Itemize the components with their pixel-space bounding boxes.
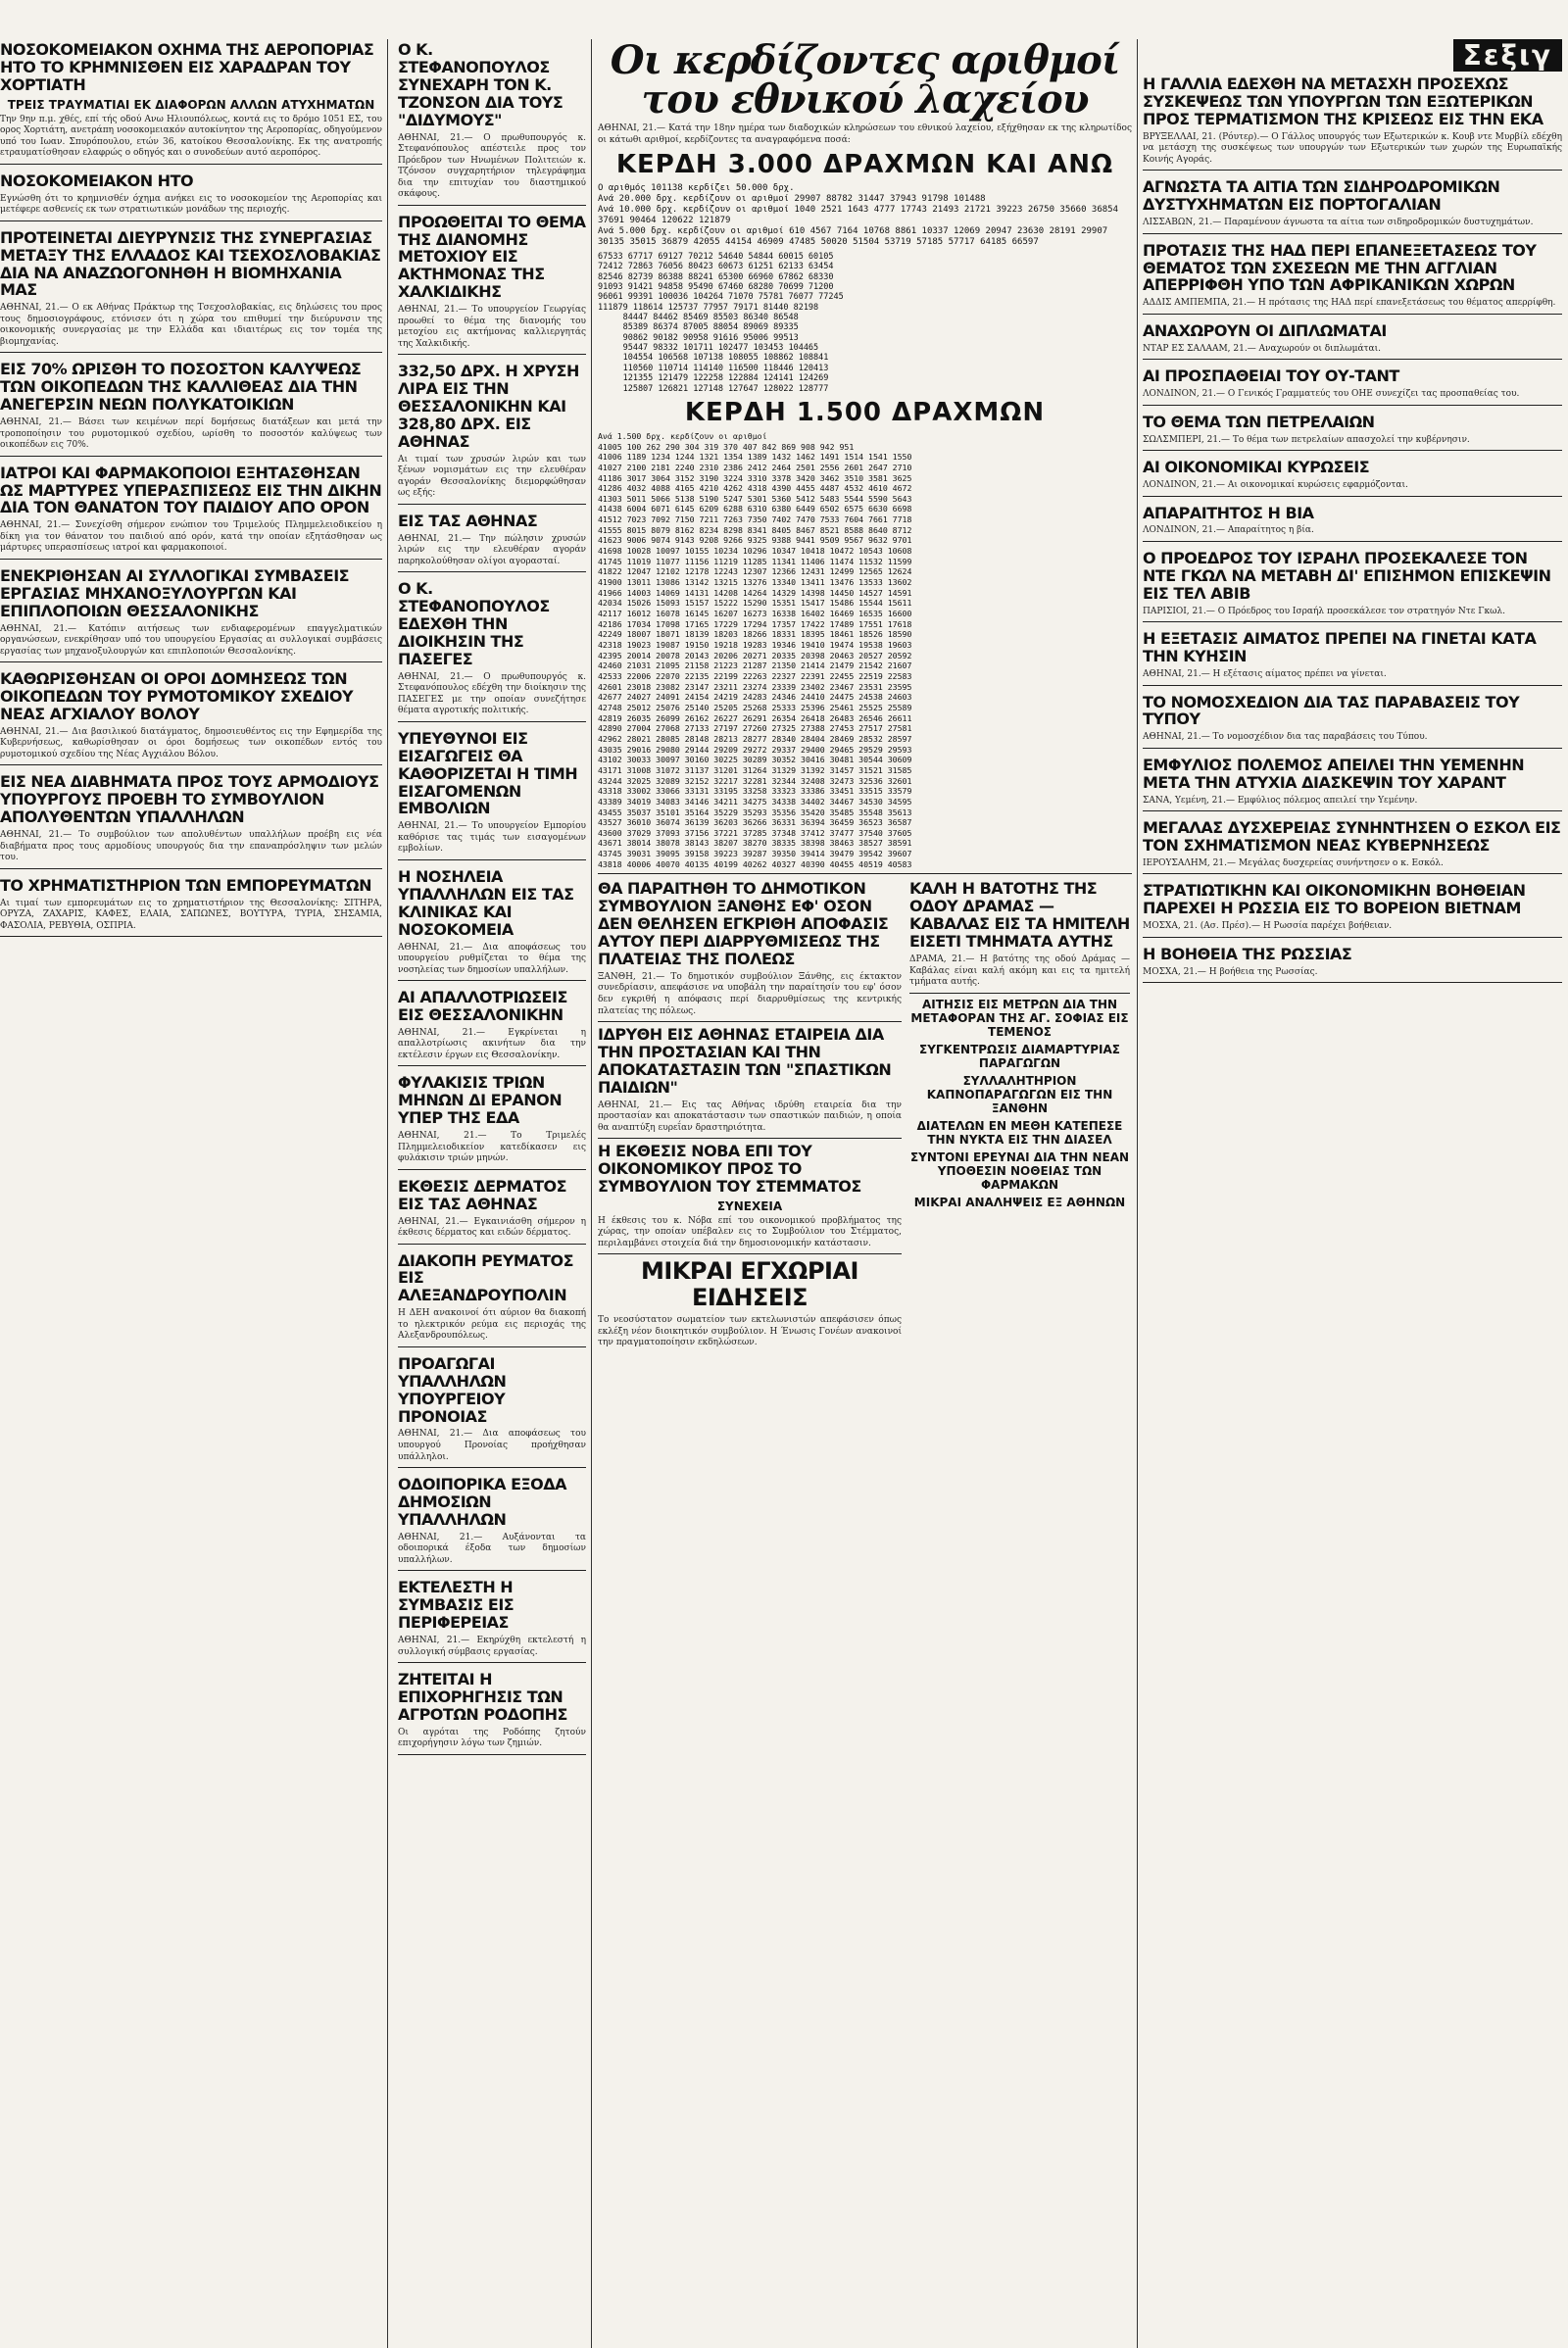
article-body: ΑΘΗΝΑΙ, 21.— Ο πρωθυπουργός κ. Στεφανόπουλος απέστειλε προς τον Πρόεδρον των Ηνωμένων Πολιτειών κ. Τζόνσον συγχαρητήριον τηλεγράφημα δια την επιτυχίαν του διαστημικού σκάφους. <box>398 132 586 200</box>
article-body: ΛΟΝΔΙΝΟΝ, 21.— Ο Γενικός Γραμματεύς του ΟΗΕ συνεχίζει τας προσπαθείας του. <box>1143 389 1520 400</box>
article-body: ΔΡΑΜΑ, 21.— Η βατότης της οδού Δράμας — Καβάλας είναι καλή ακόμη και εις τα ημιτελή τμήματα αυτής. <box>909 954 1130 988</box>
divider <box>398 1065 586 1066</box>
article-headline: Ο Κ. ΣΤΕΦΑΝΟΠΟΥΛΟΣ ΕΔΕΧΘΗ ΤΗΝ ΔΙΟΙΚΗΣΙΝ ΤΗΣ ΠΑΣΕΓΕΣ <box>398 579 550 668</box>
article <box>0 773 382 868</box>
lottery-heading-3000: ΚΕΡΔΗ 3.000 ΔΡΑΧΜΩΝ ΚΑΙ ΑΝΩ <box>615 150 1114 180</box>
article <box>398 989 586 1066</box>
article <box>1143 694 1562 749</box>
divider <box>1143 810 1562 811</box>
article-headline: ΤΟ ΧΡΗΜΑΤΙΣΤΗΡΙΟΝ ΤΩΝ ΕΜΠΟΡΕΥΜΑΤΩΝ <box>0 875 371 895</box>
article-headline: ΕΙΣ ΝΕΑ ΔΙΑΒΗΜΑΤΑ ΠΡΟΣ ΤΟΥΣ ΑΡΜΟΔΙΟΥΣ ΥΠΟΥΡΓΟΥΣ ΠΡΟΕΒΗ ΤΟ ΣΥΜΒΟΥΛΙΟΝ ΑΠΟΛΥΘΕΝΤΩΝ ΥΠΑΛΛΗΛΩΝ <box>0 772 379 827</box>
article-headline: ΑΙΤΗΣΙΣ ΕΙΣ ΜΕΤΡΩΝ ΔΙΑ ΤΗΝ ΜΕΤΑΦΟΡΑΝ ΤΗΣ ΑΓ. ΣΟΦΙΑΣ ΕΙΣ ΤΕΜΕΝΟΣ <box>910 997 1129 1039</box>
divider <box>1143 405 1562 406</box>
article-body: ΑΘΗΝΑΙ, 21.— Δια βασιλικού διατάγματος, δημοσιευθέντος εις την Εφημερίδα της Κυβερνήσεως, καθωρίσθησαν οι όροι δομήσεως των οικοπέδων εντός του ρυμοτομικού σχεδίου της Νέας Αγχιάλου Βόλου. <box>0 726 382 759</box>
article-body: Αι τιμαί των χρυσών λιρών και των ξένων νομισμάτων εις την ελευθέραν αγοράν Θεσσαλονίκης διεμορφώθησαν ως εξής: <box>398 454 586 499</box>
divider <box>398 1169 586 1170</box>
article <box>398 513 586 572</box>
article-headline: ΑΓΝΩΣΤΑ ΤΑ ΑΙΤΙΑ ΤΩΝ ΣΙΔΗΡΟΔΡΟΜΙΚΩΝ ΔΥΣΤΥΧΗΜΑΤΩΝ ΕΙΣ ΠΟΡΤΟΓΑΛΙΑΝ <box>1143 177 1500 215</box>
lottery-table-1: 67533 67717 69127 70212 54640 54844 60015 60105 72412 72863 76056 80423 60673 61251 62133 63454 82546 82739 86388 88241 65300 66960 67862 68330 91093 91421 94858 95490 67460 68280 70699 71200 96061 99391 100036 104264 71070 75781 76077 77245 111879 118614 125737 77957 79171 81440 82198 84447 84462 85469 85503 86340 86548 85389 86374 87005 88054 89069 89335 90862 90182 90958 91616 95006 99513 95447 98332 101711 102477 103453 104465 104554 106568 107138 108055 108862 108841 110560 110714 114140 116500 118446 120413 121355 121479 122258 122884 124141 124269 125807 126821 127148 127647 128022 128777 <box>598 251 844 394</box>
divider <box>0 764 382 765</box>
article <box>1143 630 1562 685</box>
article-headline: ΣΥΓΚΕΝΤΡΩΣΙΣ ΔΙΑΜΑΡΤΥΡΙΑΣ ΠΑΡΑΓΩΓΩΝ <box>919 1042 1120 1070</box>
article-body: Η ΔΕΗ ανακοινοί ότι αύριον θα διακοπή το ηλεκτρικόν ρεύμα εις περιοχάς της Αλεξανδρουπόλεως. <box>398 1308 586 1342</box>
article-headline: Η ΝΟΣΗΛΕΙΑ ΥΠΑΛΛΗΛΩΝ ΕΙΣ ΤΑΣ ΚΛΙΝΙΚΑΣ ΚΑΙ ΝΟΣΟΚΟΜΕΙΑ <box>398 866 574 939</box>
divider <box>1143 937 1562 938</box>
article-headline: Η ΒΟΗΘΕΙΑ ΤΗΣ ΡΩΣΣΙΑΣ <box>1143 944 1352 963</box>
article-body: ΑΘΗΝΑΙ, 21.— Η εξέτασις αίματος πρέπει να γίνεται. <box>1143 668 1387 679</box>
article-headline: ΙΑΤΡΟΙ ΚΑΙ ΦΑΡΜΑΚΟΠΟΙΟΙ ΕΞΗΤΑΣΘΗΣΑΝ ΩΣ ΜΑΡΤΥΡΕΣ ΥΠΕΡΑΣΠΙΣΕΩΣ ΕΙΣ ΤΗΝ ΔΙΚΗΝ ΔΙΑ ΤΟΝ ΘΑΝΑΤΟΝ ΤΟΥ ΠΑΙΔΙΟΥ ΑΠΟ ΟΡΟΝ <box>0 463 382 517</box>
article-headline: ΑΙ ΟΙΚΟΝΟΜΙΚΑΙ ΚΥΡΩΣΕΙΣ <box>1143 458 1370 477</box>
article-body: ΑΘΗΝΑΙ, 21.— Ο πρωθυπουργός κ. Στεφανόπουλος εδέχθη την διοίκησιν της ΠΑΣΕΓΕΣ με την οποίαν συνεζήτησε θέματα αγροτικής πολιτικής. <box>398 671 586 716</box>
divider <box>1143 873 1562 874</box>
article-body: Το νεοσύστατον σωματείον των εκτελωνιστών απεφάσισεν όπως εκλέξη νέον διοικητικόν συμβούλιον. Η Ένωσις Γονέων ανακοινοί την πραγματοποίησιν εκδηλώσεων. <box>598 1315 902 1348</box>
article-headline: ΟΔΟΙΠΟΡΙΚΑ ΕΞΟΔΑ ΔΗΜΟΣΙΩΝ ΥΠΑΛΛΗΛΩΝ <box>398 1475 566 1529</box>
article <box>398 1074 586 1169</box>
article-body: ΑΔΔΙΣ ΑΜΠΕΜΠΑ, 21.— Η πρότασις της ΗΑΔ περί επανεξετάσεως του θέματος απερρίφθη. <box>1143 298 1556 309</box>
article <box>0 877 382 937</box>
article-headline: ΣΤΡΑΤΙΩΤΙΚΗΝ ΚΑΙ ΟΙΚΟΝΟΜΙΚΗΝ ΒΟΗΘΕΙΑΝ ΠΑΡΕΧΕΙ Η ΡΩΣΣΙΑ ΕΙΣ ΤΟ ΒΟΡΕΙΟΝ ΒΙΕΤΝΑΜ <box>1143 881 1526 918</box>
article-body: ΑΘΗΝΑΙ, 21.— Το Τριμελές Πλημμελειοδικείον κατεδίκασεν εις φυλάκισιν τριών μηνών. <box>398 1131 586 1164</box>
article <box>1143 459 1562 496</box>
divider <box>398 205 586 206</box>
divider <box>398 980 586 981</box>
col3-right-stack <box>909 878 1130 1351</box>
article <box>398 1252 586 1347</box>
article-headline: Ο Κ. ΣΤΕΦΑΝΟΠΟΥΛΟΣ ΣΥΝΕΧΑΡΗ ΤΟΝ Κ. ΤΖΟΝΣΟΝ ΔΙΑ ΤΟΥΣ "ΔΙΔΥΜΟΥΣ" <box>398 40 564 129</box>
article-headline: ΔΙΑΤΕΛΩΝ ΕΝ ΜΕΘΗ ΚΑΤΕΠΕΣΕ ΤΗΝ ΝΥΚΤΑ ΕΙΣ ΤΗΝ ΔΙΑΣΕΛ <box>916 1118 1123 1147</box>
column-4 <box>1143 39 1562 991</box>
divider <box>1143 685 1562 686</box>
article-body: ΙΕΡΟΥΣΑΛΗΜ, 21.— Μεγάλας δυσχερείας συνήντησεν ο κ. Εσκόλ. <box>1143 857 1444 868</box>
article-body: ΑΘΗΝΑΙ, 21.— Συνεχίσθη σήμερον ενώπιον του Τριμελούς Πλημμελειοδικείου η δίκη για τον θάνατον του παιδιού από ορόν, κατά την οποίαν εξητάσθησαν ως μάρτυρες υπερασπίσεως ιατροί και φαρμακοποιοί. <box>0 520 382 554</box>
article-headline: ΙΔΡΥΘΗ ΕΙΣ ΑΘΗΝΑΣ ΕΤΑΙΡΕΙΑ ΔΙΑ ΤΗΝ ΠΡΟΣΤΑΣΙΑΝ ΚΑΙ ΤΗΝ ΑΠΟΚΑΤΑΣΤΑΣΙΝ ΤΩΝ "ΣΠΑΣΤΙΚΩΝ ΠΑΙΔΙΩΝ" <box>598 1025 892 1097</box>
article-headline: Ο ΠΡΟΕΔΡΟΣ ΤΟΥ ΙΣΡΑΗΛ ΠΡΟΣΕΚΑΛΕΣΕ ΤΟΝ ΝΤΕ ΓΚΩΛ ΝΑ ΜΕΤΑΒΗ ΔΙ' ΕΠΙΣΗΜΟΝ ΕΠΙΣΚΕΨΙΝ ΕΙΣ ΤΕΛ ΑΒΙΒ <box>1143 548 1551 603</box>
divider <box>0 868 382 869</box>
article-body: ΞΑΝΘΗ, 21.— Το δημοτικόν συμβούλιον Ξάνθης, εις έκτακτον συνεδρίασιν, απεφάσισε να υποβάλη την παραίτησίν του εφ' όσον δεν εγκριθή η απόφασις περί διαρρυθμίσεως της κεντρικής πλατείας της πόλεως. <box>598 971 902 1016</box>
article-headline: ΜΙΚΡΑΙ ΑΝΑΛΗΨΕΙΣ ΕΞ ΑΘΗΝΩΝ <box>913 1195 1126 1209</box>
column-1 <box>0 39 382 945</box>
article-headline: ΝΟΣΟΚΟΜΕΙΑΚΟΝ ΗΤΟ <box>0 171 194 190</box>
article-body: Η έκθεσις του κ. Νόβα επί του οικονομικού προβλήματος της χώρας, την οποίαν υπέβαλεν εις το Συμβούλιον του Στέμματος, περιλαμβάνει στοιχεία διά την δημοσιονομικήν κατάστασιν. <box>598 1215 902 1248</box>
divider <box>398 1346 586 1347</box>
divider <box>0 936 382 937</box>
section-badge: Σεξιγ <box>1453 39 1562 72</box>
article-headline: ΕΝΕΚΡΙΘΗΣΑΝ ΑΙ ΣΥΛΛΟΓΙΚΑΙ ΣΥΜΒΑΣΕΙΣ ΕΡΓΑΣΙΑΣ ΜΗΧΑΝΟΞΥΛΟΥΡΓΩΝ ΚΑΙ ΕΠΙΠΛΟΠΟΙΩΝ ΘΕΣΣΑΛΟΝΙΚΗΣ <box>0 565 350 620</box>
article <box>398 580 586 722</box>
divider <box>0 661 382 662</box>
divider <box>1143 170 1562 171</box>
article <box>1143 178 1562 233</box>
divider <box>1143 450 1562 451</box>
article <box>1143 550 1562 622</box>
article-body: ΑΘΗΝΑΙ, 21.— Το υπουργείον Γεωργίας προωθεί το θέμα της διανομής του μετοχίου εις ακτήμονας καλλιεργητάς της Χαλκιδικής. <box>398 305 586 349</box>
divider <box>0 220 382 221</box>
article-headline: ΖΗΤΕΙΤΑΙ Η ΕΠΙΧΟΡΗΓΗΣΙΣ ΤΩΝ ΑΓΡΟΤΩΝ ΡΟΔΟΠΗΣ <box>398 1670 567 1724</box>
article <box>0 670 382 765</box>
article <box>398 1476 586 1571</box>
divider <box>1143 621 1562 622</box>
article-headline: ΕΚΘΕΣΙΣ ΔΕΡΜΑΤΟΣ ΕΙΣ ΤΑΣ ΑΘΗΝΑΣ <box>398 1176 567 1213</box>
article-body: ΠΑΡΙΣΙΟΙ, 21.— Ο Πρόεδρος του Ισραήλ προσεκάλεσε τον στρατηγόν Ντε Γκωλ. <box>1143 606 1505 616</box>
article <box>398 41 586 206</box>
article-body: ΑΘΗΝΑΙ, 21.— Εγκρίνεται η απαλλοτρίωσις ακινήτων δια την εκτέλεσιν έργων εις Θεσσαλονίκην. <box>398 1027 586 1060</box>
article <box>1143 946 1562 983</box>
article-headline: ΕΙΣ ΤΑΣ ΑΘΗΝΑΣ <box>398 511 538 530</box>
article <box>1143 505 1562 542</box>
article-body: ΑΘΗΝΑΙ, 21.— Δια αποφάσεως του υπουργείου ρυθμίζεται το θέμα της νοσηλείας των δημοσίων υπαλλήλων. <box>398 942 586 975</box>
article <box>0 229 382 354</box>
article-headline: ΦΥΛΑΚΙΣΙΣ ΤΡΙΩΝ ΜΗΝΩΝ ΔΙ ΕΡΑΝΟΝ ΥΠΕΡ ΤΗΣ ΕΔΑ <box>398 1073 563 1128</box>
article-body: ΛΟΝΔΙΝΟΝ, 21.— Απαραίτητος η βία. <box>1143 525 1314 536</box>
divider <box>1143 496 1562 497</box>
article-headline: ΘΑ ΠΑΡΑΙΤΗΘΗ ΤΟ ΔΗΜΟΤΙΚΟΝ ΣΥΜΒΟΥΛΙΟΝ ΞΑΝΘΗΣ ΕΦ' ΟΣΟΝ ΔΕΝ ΘΕΛΗΣΕΝ ΕΓΚΡΙΘΗ ΑΠΟΦΑΣΙΣ ΑΥΤΟΥ ΠΕΡΙ ΔΙΑΡΡΥΘΜΙΣΕΩΣ ΤΗΣ ΠΛΑΤΕΙΑΣ ΤΗΣ ΠΟΛΕΩΣ <box>598 879 889 969</box>
article-headline: ΣΥΝΤΟΝΙ ΕΡΕΥΝΑΙ ΔΙΑ ΤΗΝ ΝΕΑΝ ΥΠΟΘΕΣΙΝ ΝΟΘΕΙΑΣ ΤΩΝ ΦΑΡΜΑΚΩΝ <box>909 1150 1130 1192</box>
article <box>1143 414 1562 451</box>
article-headline: ΠΡΟΤΕΙΝΕΤΑΙ ΔΙΕΥΡΥΝΣΙΣ ΤΗΣ ΣΥΝΕΡΓΑΣΙΑΣ ΜΕΤΑΞΥ ΤΗΣ ΕΛΛΑΔΟΣ ΚΑΙ ΤΣΕΧΟΣΛΟΒΑΚΙΑΣ ΔΙΑ ΝΑ ΑΝΑΖΩΟΓΟΝΗΘΗ Η ΒΙΟΜΗΧΑΝΙΑ ΜΑΣ <box>0 227 381 300</box>
article-sub: ΣΥΝΕΧΕΙΑ <box>716 1198 783 1213</box>
col4-items <box>1143 75 1562 983</box>
article <box>1143 242 1562 315</box>
article-body: ΑΘΗΝΑΙ, 21.— Το νομοσχέδιον δια τας παραβάσεις του Τύπου. <box>1143 732 1428 743</box>
article-subheadline: ΤΡΕΙΣ ΤΡΑΥΜΑΤΙΑΙ ΕΚ ΔΙΑΦΟΡΩΝ ΑΛΛΩΝ ΑΤΥΧΗΜΑΤΩΝ <box>7 97 375 112</box>
article <box>1143 75 1562 171</box>
article-body: ΣΩΛΣΜΠΕΡΙ, 21.— Το θέμα των πετρελαίων απασχολεί την κυβέρνησιν. <box>1143 434 1470 445</box>
article-body: Αι τιμαί των εμπορευμάτων εις το χρηματιστήριον της Θεσσαλονίκης: ΣΙΤΗΡΑ, ΟΡΥΖΑ, ΖΑΧΑΡΙΣ, ΚΑΦΕΣ, ΕΛΑΙΑ, ΣΑΠΩΝΕΣ, ΒΟΥΤΥΡΑ, ΤΥΡΙΑ, ΣΗΣΑΜΙΑ, ΦΑΣΟΛΙΑ, ΡΕΒΥΘΙΑ, ΟΣΠΡΙΑ. <box>0 898 382 931</box>
article-headline: Η ΕΞΕΤΑΣΙΣ ΑΙΜΑΤΟΣ ΠΡΕΠΕΙ ΝΑ ΓΙΝΕΤΑΙ ΚΑΤΑ ΤΗΝ ΚΥΗΣΙΝ <box>1143 629 1537 666</box>
divider <box>1143 541 1562 542</box>
article-body: ΑΘΗΝΑΙ, 21.— Ο εκ Αθήνας Πράκτωρ της Τσεχοσλοβακίας, εις δηλώσεις του προς τους δημοσιογράφους, ετόνισεν ότι η χώρα του επιθυμεί την διεύρυνσιν της οικονομικής συνεργασίας με την Ελλάδα και ιδιαιτέρως εις τον τομέα της βιομηχανίας. <box>0 303 382 347</box>
article <box>398 868 586 981</box>
article-body: Την 9ην π.μ. χθές, επί τής οδού Ανω Ηλιουπόλεως, κοντά εις το δρόμο 1051 ΕΣ, του ορος Χορτιάτη, ανετράπη νοσοκομειακόν αυτοκίνητον της Αεροπορίας, οδηγούμενον υπό του Ιωαν. Σπυρόπουλου, ετών 36, κατοίκου Θεσσαλονίκης. Εκ της ανατροπής ετραυματίσθησαν ελαφρώς ο οδηγός και ο συνοδεύων αυτό αεροπόρος. <box>0 114 382 159</box>
article-body: ΛΟΝΔΙΝΟΝ, 21.— Αι οικονομικαί κυρώσεις εφαρμόζονται. <box>1143 480 1408 490</box>
lottery-intro: ΑΘΗΝΑΙ, 21.— Κατά την 18ην ημέρα των διαδοχικών κληρώσεων του εθνικού λαχείου, εξήχθησαν εκ της κληρωτίδος οι κάτωθι αριθμοί, κερδίζοντες τα αναγραφόμενα ποσά: <box>598 123 1132 145</box>
article <box>398 1671 586 1755</box>
article-headline: ΠΡΟΤΑΣΙΣ ΤΗΣ ΗΑΔ ΠΕΡΙ ΕΠΑΝΕΞΕΤΑΣΕΩΣ ΤΟΥ ΘΕΜΑΤΟΣ ΤΩΝ ΣΧΕΣΕΩΝ ΜΕ ΤΗΝ ΑΓΓΛΙΑΝ ΑΠΕΡΡΙΦΘΗ ΥΠΟ ΤΩΝ ΑΦΡΙΚΑΝΙΚΩΝ ΧΩΡΩΝ <box>1143 240 1537 295</box>
article-body: ΜΟΣΧΑ, 21. (Ασ. Πρέσ).— Η Ρωσσία παρέχει βοήθειαν. <box>1143 921 1393 932</box>
article-headline: ΤΟ ΝΟΜΟΣΧΕΔΙΟΝ ΔΙΑ ΤΑΣ ΠΑΡΑΒΑΣΕΙΣ ΤΟΥ ΤΥΠΟΥ <box>1143 692 1520 729</box>
divider <box>398 1754 586 1755</box>
article <box>1143 882 1562 937</box>
column-3 <box>598 39 1132 1352</box>
article <box>398 1355 586 1468</box>
article-body: ΒΡΥΞΕΛΛΑΙ, 21. (Ρόυτερ).— Ο Γάλλος υπουργός των Εξωτερικών κ. Κουβ ντε Μυρβίλ εδέχθη να μετάσχη της συσκέψεως των υπουργών των Εξωτερικών των χωρών της Ευρωπαϊκής Κοινής Αγοράς. <box>1143 131 1562 165</box>
article <box>398 1178 586 1245</box>
divider <box>398 354 586 355</box>
article-body: ΛΙΣΣΑΒΩΝ, 21.— Παραμένουν άγνωστα τα αίτια των σιδηροδρομικών δυστυχημάτων. <box>1143 218 1534 228</box>
article <box>0 361 382 456</box>
article-headline: ΚΑΛΗ Η ΒΑΤΟΤΗΣ ΤΗΣ ΟΔΟΥ ΔΡΑΜΑΣ — ΚΑΒΑΛΑΣ ΕΙΣ ΤΑ ΗΜΙΤΕΛΗ ΕΙΣΕΤΙ ΤΜΗΜΑΤΑ ΑΥΤΗΣ <box>909 879 1130 952</box>
article-body: ΑΘΗΝΑΙ, 21.— Αυξάνονται τα οδοιπορικά έξοδα των δημοσίων υπαλλήλων. <box>398 1532 586 1565</box>
article-headline: ΣΥΛΛΑΛΗΤΗΡΙΟΝ ΚΑΠΝΟΠΑΡΑΓΩΓΩΝ ΕΙΣ ΤΗΝ ΞΑΝΘΗΝ <box>926 1073 1113 1115</box>
article-body: ΑΘΗΝΑΙ, 21.— Δια αποφάσεως του υπουργού Προνοίας προήχθησαν υπάλληλοι. <box>398 1429 586 1462</box>
article-body: ΑΘΗΝΑΙ, 21.— Το υπουργείον Εμπορίου καθόρισε τας τιμάς των εισαγομένων εμβολίων. <box>398 821 586 855</box>
article-body: Εγνώσθη ότι το κρημνισθέν όχημα ανήκει εις το νοσοκομείον της Αεροπορίας και μετέφερε ασθενείς εκ των στρατιωτικών μονάδων της περιοχής. <box>0 193 382 216</box>
article-headline: ΥΠΕΥΘΥΝΟΙ ΕΙΣ ΕΙΣΑΓΩΓΕΙΣ ΘΑ ΚΑΘΟΡΙΖΕΤΑΙ Η ΤΙΜΗ ΕΙΣΑΓΟΜΕΝΩΝ ΕΜΒΟΛΙΩΝ <box>398 728 578 818</box>
article-headline: ΑΙ ΠΡΟΣΠΑΘΕΙΑΙ ΤΟΥ ΟΥ-ΤΑΝΤ <box>1143 367 1399 386</box>
article-headline: ΤΟ ΘΕΜΑ ΤΩΝ ΠΕΤΡΕΛΑΙΩΝ <box>1143 412 1375 431</box>
divider <box>398 1244 586 1245</box>
divider <box>398 1467 586 1468</box>
divider <box>0 164 382 165</box>
divider <box>398 1662 586 1663</box>
article <box>398 363 586 505</box>
article-body: ΑΘΗΝΑΙ, 21.— Εις τας Αθήνας ιδρύθη εταιρεία δια την προστασίαν και αποκατάστασιν των σπαστικών παιδιών, η οποία θα αναπτύξη ευρεΐαν δραστηριότητα. <box>598 1100 902 1133</box>
article-headline: ΕΜΦΥΛΙΟΣ ΠΟΛΕΜΟΣ ΑΠΕΙΛΕΙ ΤΗΝ ΥΕΜΕΝΗΝ ΜΕΤΑ ΤΗΝ ΑΤΥΧΙΑ ΔΙΑΣΚΕΨΙΝ ΤΟΥ ΧΑΡΑΝΤ <box>1143 755 1525 792</box>
article <box>1143 757 1562 811</box>
article <box>398 214 586 356</box>
column-2 <box>398 39 586 1763</box>
article-headline: ΕΚΤΕΛΕΣΤΗ Η ΣΥΜΒΑΣΙΣ ΕΙΣ ΠΕΡΙΦΕΡΕΙΑΣ <box>398 1578 514 1633</box>
article <box>0 41 382 165</box>
article-body: ΑΘΗΝΑΙ, 21.— Κατόπιν αιτήσεως των ενδιαφερομένων επαγγελματικών οργανώσεων, ενεκρίθησαν υπό του υπουργείου Εργασίας αι συλλογικαί συμβάσεις εργασίας των μηχανοξυλουργών και επιπλοποιών Θεσσαλονίκης. <box>0 623 382 657</box>
article-headline: ΠΡΟΩΘΕΙΤΑΙ ΤΟ ΘΕΜΑ ΤΗΣ ΔΙΑΝΟΜΗΣ ΜΕΤΟΧΙΟΥ ΕΙΣ ΑΚΤΗΜΟΝΑΣ ΤΗΣ ΧΑΛΚΙΔΙΚΗΣ <box>398 212 586 302</box>
divider <box>398 504 586 505</box>
divider <box>1143 359 1562 360</box>
article-body: ΑΘΗΝΑΙ, 21.— Εκηρύχθη εκτελεστή η συλλογική σύμβασις εργασίας. <box>398 1636 586 1657</box>
divider <box>0 352 382 353</box>
article <box>0 465 382 560</box>
article-body: ΜΟΣΧΑ, 21.— Η βοήθεια της Ρωσσίας. <box>1143 966 1318 977</box>
lottery-prizes: Ο αριθμός 101138 κερδίζει 50.000 δρχ. Ανά 20.000 δρχ. κερδίζουν οι αριθμοί 29907 88782 31447 37943 91798 101488 Ανά 10.000 δρχ. κερδίζουν οι αριθμοί 1040 2521 1643 4777 17743 21493 21721 39223 26750 35660 36854 37691 90464 120622 121879 Ανά 5.000 δρχ. κερδίζουν οι αριθμοί 610 4567 7164 10768 8861 10337 12069 20947 23630 28191 29907 30135 35015 36879 42055 44154 46909 47485 50020 51504 53719 57185 57717 64185 66597 <box>598 183 1119 247</box>
article-body: ΑΘΗΝΑΙ, 21.— Βάσει των κειμένων περί δομήσεως διατάξεων και μετά την τροποποίησιν του ρυμοτομικού σχεδίου, ωρίσθη το ποσοστόν καλύψεως των οικοπέδων εις 70%. <box>0 417 382 451</box>
article <box>1143 819 1562 874</box>
article <box>398 730 586 860</box>
lottery-heading-1500: ΚΕΡΔΗ 1.500 ΔΡΑΧΜΩΝ <box>684 397 1046 427</box>
article-headline: ΑΝΑΧΩΡΟΥΝ ΟΙ ΔΙΠΛΩΜΑΤΑΙ <box>1143 320 1387 340</box>
article-headline: Η ΓΑΛΛΙΑ ΕΔΕΧΘΗ ΝΑ ΜΕΤΑΣΧΗ ΠΡΟΣΕΧΩΣ ΣΥΣΚΕΨΕΩΣ ΤΩΝ ΥΠΟΥΡΓΩΝ ΤΩΝ ΕΞΩΤΕΡΙΚΩΝ ΠΡΟΣ ΤΕΡΜΑΤΙΣΜΟΝ ΤΗΣ ΚΡΙΣΕΩΣ ΕΙΣ ΤΗΝ ΕΚΑ <box>1143 74 1544 128</box>
article-headline: ΑΙ ΑΠΑΛΛΟΤΡΙΩΣΕΙΣ ΕΙΣ ΘΕΣΣΑΛΟΝΙΚΗΝ <box>398 988 567 1025</box>
divider <box>398 721 586 722</box>
divider <box>1143 314 1562 315</box>
article <box>0 567 382 662</box>
divider <box>1143 233 1562 234</box>
article-body: ΑΘΗΝΑΙ, 21.— Εγκαινιάσθη σήμερον η έκθεσις δέρματος και ειδών δέρματος. <box>398 1216 586 1239</box>
article-headline: ΚΑΘΩΡΙΣΘΗΣΑΝ ΟΙ ΟΡΟΙ ΔΟΜΗΣΕΩΣ ΤΩΝ ΟΙΚΟΠΕΔΩΝ ΤΟΥ ΡΥΜΟΤΟΜΙΚΟΥ ΣΧΕΔΙΟΥ ΝΕΑΣ ΑΓΧΙΑΛΟΥ ΒΟΛΟΥ <box>0 669 354 724</box>
col3-left-stack <box>598 878 902 1351</box>
article-headline: 332,50 ΔΡΧ. Η ΧΡΥΣΗ ΛΙΡΑ ΕΙΣ ΤΗΝ ΘΕΣΣΑΛΟΝΙΚΗΝ ΚΑΙ 328,80 ΔΡΧ. ΕΙΣ ΑΘΗΝΑΣ <box>398 362 579 451</box>
article-body: ΝΤΑΡ ΕΣ ΣΑΛΑΑΜ, 21.— Αναχωρούν οι διπλωμάται. <box>1143 343 1381 354</box>
lottery-masthead: Οι κερδίζοντες αριθμοί του εθνικού λαχείου <box>610 37 1120 122</box>
divider <box>398 859 586 860</box>
article-body: ΑΘΗΝΑΙ, 21.— Την πώλησιν χρυσών λιρών εις την ελευθέραν αγοράν παρηκολούθησαν ολίγοι αγορασταί. <box>398 533 586 566</box>
divider <box>1143 982 1562 983</box>
article-headline: ΜΕΓΑΛΑΣ ΔΥΣΧΕΡΕΙΑΣ ΣΥΝΗΝΤΗΣΕΝ Ο ΕΣΚΟΛ ΕΙΣ ΤΟΝ ΣΧΗΜΑΤΙΣΜΟΝ ΝΕΑΣ ΚΥΒΕΡΝΗΣΕΩΣ <box>1143 818 1561 856</box>
divider <box>398 1570 586 1571</box>
article-headline: ΠΡΟΑΓΩΓΑΙ ΥΠΑΛΛΗΛΩΝ ΥΠΟΥΡΓΕΙΟΥ ΠΡΟΝΟΙΑΣ <box>398 1353 507 1426</box>
article-body: ΑΘΗΝΑΙ, 21.— Το συμβούλιον των απολυθέντων υπαλλήλων προέβη εις νέα διαβήματα προς τους αρμοδίους υπουργούς δια την επαναπρόσληψιν των μελών του. <box>0 830 382 863</box>
article-headline: ΝΟΣΟΚΟΜΕΙΑΚΟΝ ΟΧΗΜΑ ΤΗΣ ΑΕΡΟΠΟΡΙΑΣ ΗΤΟ ΤΟ ΚΡΗΜΝΙΣΘΕΝ ΕΙΣ ΧΑΡΑΔΡΑΝ ΤΟΥ ΧΟΡΤΙΑΤΗ <box>0 40 374 94</box>
article-headline: Η ΕΚΘΕΣΙΣ ΝΟΒΑ ΕΠΙ ΤΟΥ ΟΙΚΟΝΟΜΙΚΟΥ ΠΡΟΣ ΤΟ ΣΥΜΒΟΥΛΙΟΝ ΤΟΥ ΣΤΕΜΜΑΤΟΣ <box>598 1142 861 1197</box>
article-headline: ΑΠΑΡΑΙΤΗΤΟΣ Η ΒΙΑ <box>1143 503 1314 522</box>
article-body: Οι αγρόται της Ροδόπης ζητούν επιχορήγησιν λόγω των ζημιών. <box>398 1727 586 1749</box>
article <box>1143 322 1562 360</box>
divider <box>0 456 382 457</box>
divider <box>0 559 382 560</box>
divider <box>1143 748 1562 749</box>
article-headline: ΔΙΑΚΟΠΗ ΡΕΥΜΑΤΟΣ ΕΙΣ ΑΛΕΞΑΝΔΡΟΥΠΟΛΙΝ <box>398 1250 574 1305</box>
article <box>0 172 382 221</box>
lottery-table-2: Ανά 1.500 δρχ. κερδίζουν οι αριθμοί 41005 100 262 290 304 319 370 407 842 869 908 942 951 41006 1189 1234 1244 1321 1354 1389 1432 1462 1491 1514 1541 1550 41027 2100 2181 2240 2310 2386 2412 2464 2501 2556 2601 2647 2710 41186 3017 3064 3152 3190 3224 3310 3378 3420 3462 3510 3581 3625 41286 4032 4088 4165 4210 4262 4318 4390 4455 4487 4532 4610 4672 41303 5011 5066 5138 5190 5247 5301 5360 5412 5483 5544 5590 5643 41438 6004 6071 6145 6209 6288 6310 6380 6449 6502 6575 6630 6698 41512 7023 7092 7150 7211 7263 7350 7402 7470 7533 7604 7661 7718 41555 8015 8079 8162 8234 8298 8341 8405 8467 8521 8588 8640 8712 41623 9006 9074 9143 9208 9266 9325 9388 9441 9509 9567 9632 9701 41698 10028 10097 10155 10234 10296 10347 10418 10472 10543 10608 41745 11019 11077 11156 11219 11285 11341 11406 11474 11532 11599 41822 12047 12102 12178 12243 12307 12366 12431 12499 12565 12624 41900 13011 13086 13142 13215 13276 13340 13411 13476 13533 13602 41966 14003 14069 14131 14208 14264 14329 14398 14450 14527 14591 42034 15026 15093 15157 15222 15290 15351 15417 15486 15544 15611 42117 16012 16078 16145 16207 16273 16338 16402 16469 16535 16600 42186 17034 17098 17165 17229 17294 17357 17422 17489 17551 17618 42249 18007 18071 18139 18203 18266 18331 18395 18461 18526 18590 42318 19023 19087 19150 19218 19283 19346 19410 19474 19538 19603 42395 20014 20078 20143 20206 20271 20335 20398 20463 20527 20592 42460 21031 21095 21158 21223 21287 21350 21414 21479 21542 21607 42533 22006 22070 22135 22199 22263 22327 22391 22455 22519 22583 42601 23018 23082 23147 23211 23274 23339 23402 23467 23531 23595 42677 24027 24091 24154 24219 24283 24346 24410 24475 24538 24603 42748 25012 25076 25140 25205 25268 25333 25396 25461 25525 25589 42819 26035 26099 26162 26227 26291 26354 26418 26483 26546 26611 42890 27004 27068 27133 27197 27260 27325 27388 27453 27517 27581 42962 28021 28085 28148 28213 28277 28340 28404 28469 28532 28597 43035 29016 29080 29144 29209 29272 29337 29400 29465 29529 29593 43102 30033 30097 30160 30225 30289 30352 30416 30481 30544 30609 43171 31008 31072 31137 31201 31264 31329 31392 31457 31521 31585 43244 32025 32089 32152 32217 32281 32344 32408 32473 32536 32601 43318 33002 33066 33131 33195 33258 33323 33386 33451 33515 33579 43389 34019 34083 34146 34211 34275 34338 34402 34467 34530 34595 43455 35037 35101 35164 35229 35293 35356 35420 35485 35548 35613 43527 36010 36074 36139 36203 36266 36331 36394 36459 36523 36587 43600 37029 37093 37156 37221 37285 37348 37412 37477 37540 37605 43671 38014 38078 38143 38207 38270 38335 38398 38463 38527 38591 43745 39031 39095 39158 39223 39287 39350 39414 39479 39542 39607 43818 40006 40070 40135 40199 40262 40327 40390 40455 40519 40583 <box>598 430 912 869</box>
article-body: ΣΑΝΑ, Υεμένη, 21.— Εμφύλιος πόλεμος απειλεί την Υεμένην. <box>1143 795 1418 806</box>
article <box>1143 367 1562 405</box>
article-headline: ΕΙΣ 70% ΩΡΙΣΘΗ ΤΟ ΠΟΣΟΣΤΟΝ ΚΑΛΥΨΕΩΣ ΤΩΝ ΟΙΚΟΠΕΔΩΝ ΤΗΣ ΚΑΛΛΙΘΕΑΣ ΔΙΑ ΤΗΝ ΑΝΕΓΕΡΣΙΝ ΝΕΩΝ ΠΟΛΥΚΑΤΟΙΚΙΩΝ <box>0 360 362 415</box>
article <box>398 1579 586 1663</box>
article-headline: ΜΙΚΡΑΙ ΕΓΧΩΡΙΑΙ ΕΙΔΗΣΕΙΣ <box>641 1257 858 1312</box>
divider <box>398 571 586 572</box>
